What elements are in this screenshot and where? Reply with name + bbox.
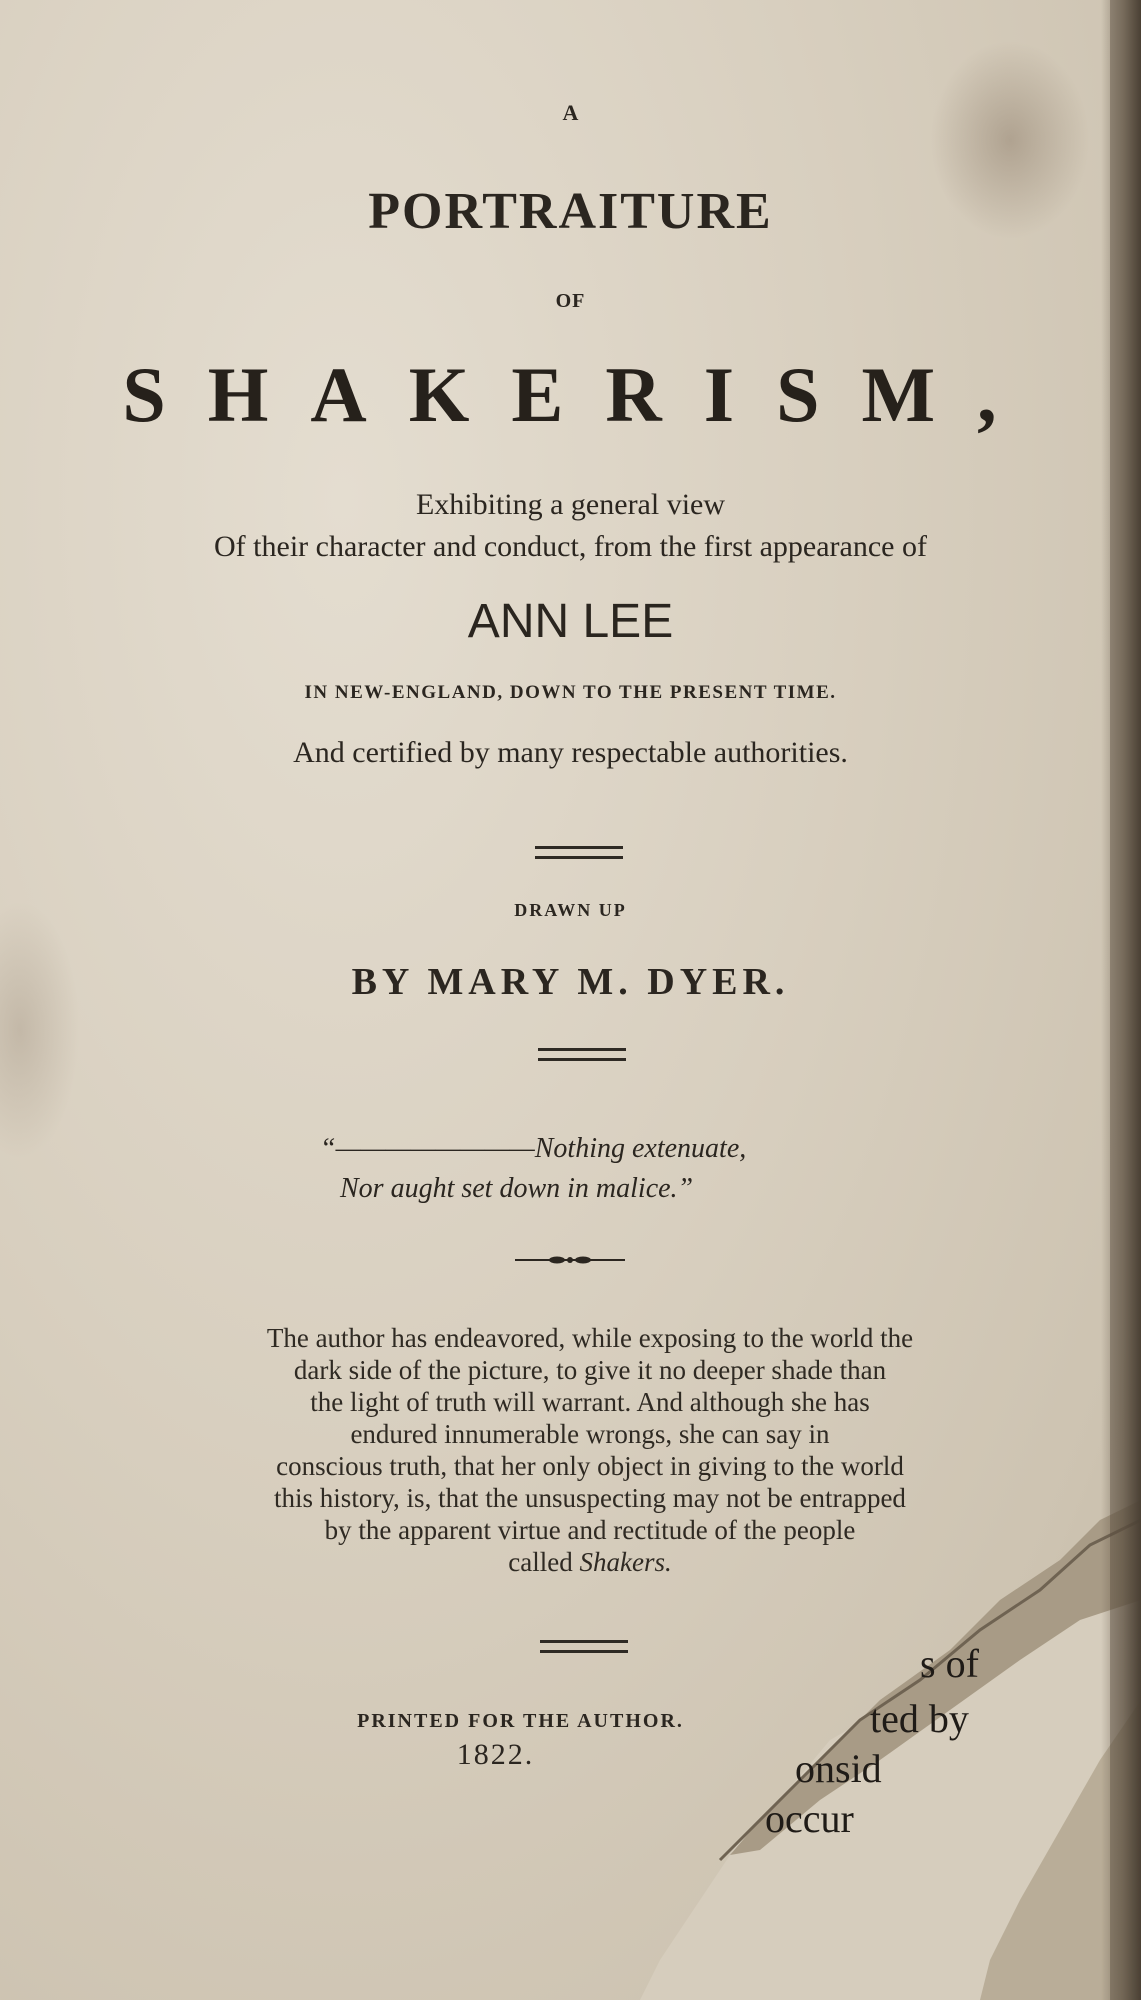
page-edge-shadow [1101, 0, 1141, 2000]
preface-line: The author has endeavored, while exposing to the world the [266, 1323, 914, 1353]
subject-name: ANN LEE [467, 595, 674, 648]
imprint-line: PRINTED FOR THE AUTHOR. [357, 1710, 684, 1732]
preface-line: endured innumerable wrongs, she can say in [350, 1419, 830, 1449]
drawn-up-label: DRAWN UP [514, 900, 627, 920]
preface-last-italic: Shakers. [579, 1547, 672, 1577]
epigraph-line-1: “————————Nothing extenuate, [320, 1133, 747, 1164]
title-portraiture: PORTRAITURE [368, 183, 773, 240]
subtitle-line-4: And certified by many respectable authorities. [293, 736, 848, 769]
subtitle-line-3: IN NEW-ENGLAND, DOWN TO THE PRESENT TIME. [304, 682, 837, 703]
preface-line: conscious truth, that her only object in giving to the world [276, 1451, 904, 1481]
subtitle-line-1: Exhibiting a general view [415, 488, 726, 521]
epigraph-line-2: Nor aught set down in malice.” [340, 1173, 694, 1204]
underpage-fragment: ted by [870, 1696, 969, 1741]
author-line: BY MARY M. DYER. [351, 961, 790, 1003]
underpage-fragment: onsid [795, 1746, 882, 1791]
underpage-fragment: s of [920, 1641, 979, 1686]
preface-line: dark side of the picture, to give it no deeper shade than [293, 1355, 887, 1385]
subtitle-line-2: Of their character and conduct, from the first appearance of [214, 530, 927, 563]
preface-line: by the apparent virtue and rectitude of the people [324, 1515, 856, 1545]
underpage-fragment: occur [765, 1796, 854, 1841]
imprint-year: 1822. [456, 1738, 535, 1771]
title-of: OF [555, 290, 586, 312]
title-shakerism: SHAKERISM, [122, 351, 1039, 438]
preface-last-prefix: called [508, 1547, 580, 1577]
preface-line: the light of truth will warrant. And although she has [310, 1387, 870, 1417]
preface-line: this history, is, that the unsuspecting may not be entrapped [274, 1483, 906, 1513]
title-article: A [562, 100, 579, 125]
